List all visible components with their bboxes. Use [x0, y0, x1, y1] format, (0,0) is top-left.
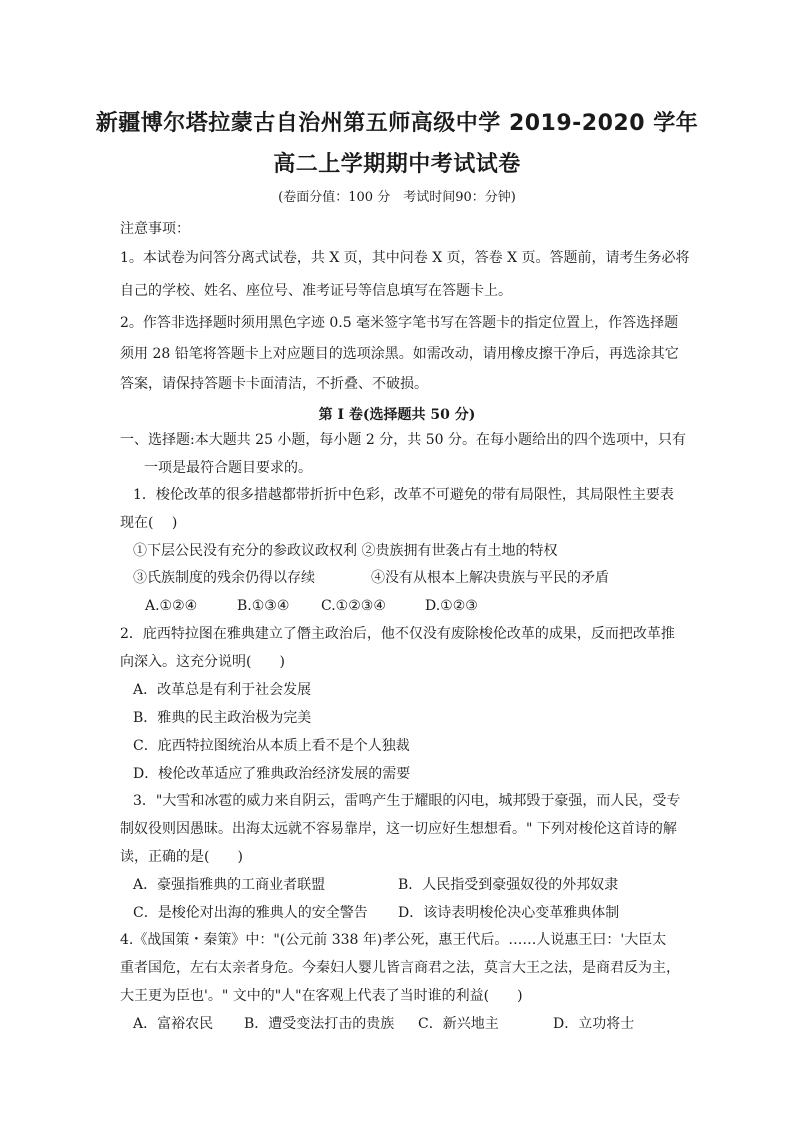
q2-option-c: C．庇西特拉图统治从本质上看不是个人独裁 [133, 738, 410, 754]
notes-line: 答案，请保持答题卡卡面清洁，不折叠、不破损。 [120, 376, 428, 392]
exam-title-line2: 高二上学期期中考试试卷 [273, 152, 521, 177]
q4-stem: 4.《战国策・秦策》中："(公元前 338 年)孝公死，惠王代后。……人说惠王曰：'大臣太 [120, 932, 667, 948]
q1-choice-d: D.①②③ [425, 598, 478, 614]
notes-line: 2。作答非选择题时须用黑色字迹 0.5 毫米签字笔书写在答题卡的指定位置上，作答选择题 [120, 315, 679, 331]
section-title: 第 I 卷(选择题共 50 分) [318, 407, 476, 423]
exam-title-line1: 新疆博尔塔拉蒙古自治州第五师高级中学 2019-2020 学年 [95, 111, 699, 136]
q3-stem: 读，正确的是( ) [120, 849, 243, 865]
notes-heading: 注意事项： [120, 221, 190, 237]
notes-line: 自己的学校、姓名、座位号、准考证号等信息填写在答题卡上。 [120, 283, 512, 299]
q1-choice-c: C.①②③④ [321, 598, 386, 614]
q1-choice-a: A.①②④ [145, 598, 198, 614]
q4-option-c: C．新兴地主 [418, 1016, 499, 1032]
section-instruction: 一项是最符合题目要求的。 [144, 460, 312, 476]
q3-option-c: C．是梭伦对出海的雅典人的安全警告 [133, 905, 368, 921]
q2-stem: 向深入。这充分说明( ) [120, 654, 285, 670]
q2-option-b: B．雅典的民主政治极为完美 [133, 710, 312, 726]
q4-option-d: D．立功将士 [553, 1016, 635, 1032]
q1-choice-b: B.①③④ [237, 598, 290, 614]
notes-line: 1。本试卷为问答分离式试卷，共 X 页，其中问卷 X 页，答卷 X 页。答题前，请考生务必将 [120, 250, 690, 266]
q4-stem: 重者国危，左右太亲者身危。今秦妇人婴儿皆言商君之法，莫言大王之法，是商君反为主， [120, 960, 680, 976]
q2-option-d: D．梭伦改革适应了雅典政治经济发展的需要 [133, 766, 411, 782]
notes-line: 须用 28 铅笔将答题卡上对应题目的选项涂黑。如需改动，请用橡皮擦干净后，再选涂其它 [120, 346, 679, 362]
q3-stem: 3．"大雪和冰雹的威力来自阴云，雷鸣产生于耀眼的闪电，城邦毁于豪强，而人民，受专 [133, 793, 681, 809]
exam-subtitle: (卷面分值：100 分 考试时间90：分钟) [278, 190, 516, 205]
q2-stem: 2．庇西特拉图在雅典建立了僭主政治后，他不仅没有废除梭伦改革的成果，反而把改革推 [120, 626, 675, 642]
q3-option-d: D．该诗表明梭伦决心变革雅典体制 [398, 905, 620, 921]
q3-option-b: B．人民指受到豪强奴役的外邦奴隶 [398, 877, 619, 893]
q4-option-b: B．遭受变法打击的贵族 [244, 1016, 395, 1032]
q2-option-a: A．改革总是有利于社会发展 [133, 682, 312, 698]
q1-stem: 1．梭伦改革的很多措越都带折折中色彩，改革不可避免的带有局限性，其局限性主要表 [133, 487, 674, 503]
q3-option-a: A．豪强指雅典的工商业者联盟 [133, 877, 326, 893]
q1-stem: 现在( ) [120, 515, 178, 531]
q4-option-a: A．富裕农民 [133, 1016, 214, 1032]
section-instruction: 一、选择题:本大题共 25 小题，每小题 2 分，共 50 分。在每小题给出的四个选项中，只有 [120, 432, 686, 448]
q1-statements: ③氏族制度的残余仍得以存续 ④没有从根本上解决贵族与平民的矛盾 [133, 570, 609, 586]
q4-stem: 大王更为臣也'。" 文中的"人"在客观上代表了当时谁的利益( ) [120, 988, 523, 1004]
q3-stem: 制奴役则因愚昧。出海太远就不容易靠岸，这一切应好生想想看。" 下列对梭伦这首诗的解 [120, 821, 677, 837]
q1-statements: ①下层公民没有充分的参政议政权利 ②贵族拥有世袭占有土地的特权 [133, 543, 558, 559]
